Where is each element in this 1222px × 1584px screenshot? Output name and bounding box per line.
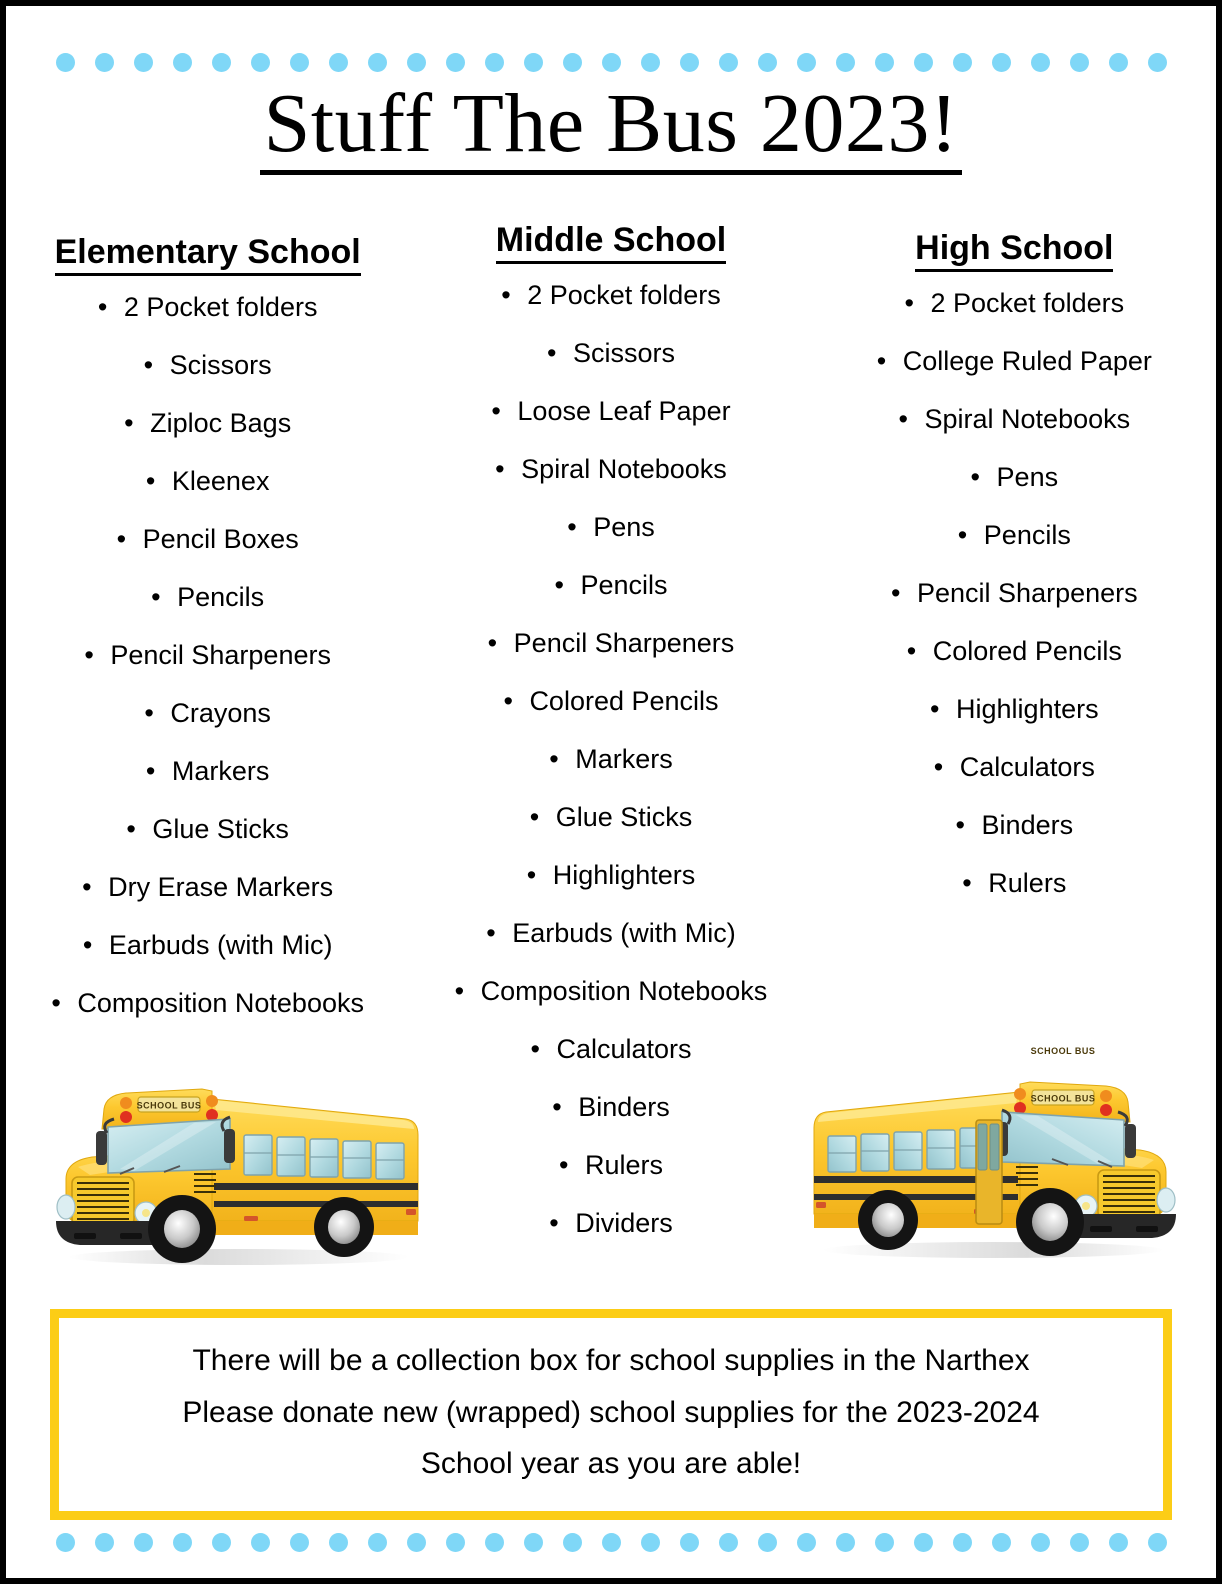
decorative-dot	[485, 1533, 504, 1552]
decorative-dot	[368, 1533, 387, 1552]
bullet-icon: •	[962, 868, 972, 899]
notice-line-2: Please donate new (wrapped) school supplies for the 2023-2024	[182, 1395, 1040, 1429]
bullet-icon: •	[126, 814, 136, 845]
decorative-dot	[719, 1533, 738, 1552]
supply-list-item	[6, 990, 409, 1017]
supply-item-label: 2 Pocket folders	[123, 292, 318, 323]
supply-item-label: 2 Pocket folders	[930, 288, 1125, 319]
bullet-icon: •	[554, 570, 564, 601]
supply-list-item	[6, 700, 409, 727]
supply-list-item	[409, 572, 812, 599]
decorative-dot	[251, 53, 270, 72]
supply-item-label: 2 Pocket folders	[527, 280, 721, 311]
supply-list-item	[813, 522, 1216, 549]
supply-list-item	[409, 1210, 812, 1237]
school-bus-illustration-right	[798, 1046, 1198, 1264]
supply-item-label: Earbuds (with Mic)	[108, 930, 333, 961]
decorative-dot	[368, 53, 387, 72]
supply-list-item	[409, 1152, 812, 1179]
decorative-dot	[1109, 1533, 1128, 1552]
column-middle-school	[409, 216, 812, 1268]
supply-list-item	[6, 526, 409, 553]
heading-elementary-school: Elementary School	[55, 234, 361, 276]
supply-item-label: Crayons	[170, 698, 271, 729]
supply-item-label: Scissors	[572, 338, 675, 369]
supply-item-label: Highlighters	[956, 694, 1099, 725]
decorative-dot	[914, 53, 933, 72]
supply-item-label: Pencil Boxes	[142, 524, 299, 555]
supply-list-item	[409, 920, 812, 947]
column-elementary-school	[6, 216, 409, 1048]
supply-item-label: Pencils	[177, 582, 265, 613]
bullet-icon: •	[876, 346, 887, 377]
decorative-dot	[953, 1533, 972, 1552]
bullet-icon: •	[143, 350, 154, 381]
supply-list-item	[6, 932, 409, 959]
supply-item-label: Pencil Sharpeners	[917, 578, 1138, 609]
supply-item-label: Pens	[996, 462, 1059, 493]
bullet-icon: •	[957, 520, 968, 551]
page-title-container	[6, 77, 1216, 175]
supply-item-label: Highlighters	[552, 860, 696, 891]
bullet-icon: •	[955, 810, 965, 841]
school-bus-illustration-left	[34, 1061, 434, 1271]
bullet-icon: •	[145, 466, 156, 497]
decorative-dot	[992, 53, 1011, 72]
notice-line-1: There will be a collection box for school supplies in the Narthex	[192, 1344, 1030, 1377]
bullet-icon: •	[558, 1150, 569, 1181]
bullet-icon: •	[526, 860, 537, 891]
bullet-icon: •	[116, 524, 127, 555]
column-heading-container	[6, 234, 409, 276]
decorative-dot	[56, 53, 75, 72]
bullet-icon: •	[503, 686, 513, 717]
supply-list-item	[6, 352, 409, 379]
supply-list-item	[6, 294, 409, 321]
supply-list-item	[6, 584, 409, 611]
supply-list-item	[409, 862, 812, 889]
decorative-dot	[680, 1533, 699, 1552]
decorative-dot	[875, 53, 894, 72]
heading-middle-school: Middle School	[496, 222, 726, 264]
supply-item-label: College Ruled Paper	[902, 346, 1152, 377]
decorative-dot	[641, 1533, 660, 1552]
decorative-dot	[1031, 1533, 1050, 1552]
supply-item-label: Ziploc Bags	[150, 408, 292, 439]
bullet-icon: •	[486, 918, 496, 949]
bullet-icon: •	[97, 292, 108, 323]
supply-item-label: Scissors	[169, 350, 272, 381]
decorative-dot	[290, 1533, 309, 1552]
supply-item-label: Pencil Sharpeners	[513, 628, 735, 659]
decorative-dot	[212, 53, 231, 72]
supply-item-label: Rulers	[584, 1150, 663, 1181]
bullet-icon: •	[145, 756, 156, 787]
supply-item-label: Calculators	[556, 1034, 692, 1065]
decorative-dot	[251, 1533, 270, 1552]
bullet-icon: •	[144, 698, 154, 729]
supply-item-label: Spiral Notebooks	[521, 454, 727, 485]
supply-list-item	[813, 290, 1216, 317]
decorative-dot	[485, 53, 504, 72]
column-high-school	[813, 216, 1216, 928]
supply-list-item	[6, 816, 409, 843]
decorative-dot	[875, 1533, 894, 1552]
bullet-icon: •	[891, 578, 901, 609]
decorative-dot	[680, 53, 699, 72]
supply-item-label: Glue Sticks	[152, 814, 289, 845]
supply-list-item	[409, 398, 812, 425]
supply-list-item	[409, 514, 812, 541]
supply-list-item	[813, 348, 1216, 375]
decorative-dot	[446, 53, 465, 72]
supply-list-item	[6, 758, 409, 785]
decorative-dot	[1031, 53, 1050, 72]
bullet-icon: •	[487, 628, 498, 659]
svg-text:SCHOOL BUS: SCHOOL BUS	[1030, 1093, 1096, 1104]
decorative-dot	[134, 53, 153, 72]
supply-list-item	[813, 696, 1216, 723]
bullet-icon: •	[501, 280, 511, 311]
bullet-icon: •	[546, 338, 557, 369]
supply-item-label: Dividers	[575, 1208, 673, 1239]
supply-list-item	[409, 688, 812, 715]
bullet-icon: •	[549, 1208, 559, 1239]
decorative-dot	[524, 1533, 543, 1552]
svg-text:SCHOOL BUS: SCHOOL BUS	[136, 1100, 202, 1111]
bullet-icon: •	[82, 872, 92, 903]
bullet-icon: •	[552, 1092, 562, 1123]
supply-list-item	[409, 978, 812, 1005]
decorative-dot	[836, 1533, 855, 1552]
notice-line-3: School year as you are able!	[420, 1447, 802, 1481]
decorative-dot	[797, 1533, 816, 1552]
supply-list-item	[813, 638, 1216, 665]
bullet-icon: •	[549, 744, 559, 775]
supply-list-item	[409, 1036, 812, 1063]
decorative-dot	[1109, 53, 1128, 72]
bullet-icon: •	[906, 636, 917, 667]
decorative-dot	[719, 53, 738, 72]
bullet-icon: •	[84, 640, 94, 671]
supply-item-label: Rulers	[988, 868, 1067, 899]
page-title: Stuff The Bus 2023!	[260, 80, 963, 175]
supply-list-middle	[409, 282, 812, 1237]
flyer-content	[6, 6, 1216, 1578]
decorative-dot	[329, 53, 348, 72]
decorative-dot	[329, 1533, 348, 1552]
heading-high-school: High School	[915, 230, 1113, 272]
decorative-dot	[56, 1533, 75, 1552]
bullet-icon: •	[529, 802, 540, 833]
supply-list-item	[409, 340, 812, 367]
supply-list-item	[813, 870, 1216, 897]
supply-item-label: Spiral Notebooks	[924, 404, 1131, 435]
decorative-dot	[758, 1533, 777, 1552]
supply-item-label: Markers	[575, 744, 673, 775]
donation-notice-box	[50, 1309, 1172, 1520]
decorative-dot	[95, 1533, 114, 1552]
supply-item-label: Colored Pencils	[529, 686, 719, 717]
supply-list-item	[813, 406, 1216, 433]
bullet-icon: •	[82, 930, 93, 961]
decorative-dot	[602, 1533, 621, 1552]
supply-item-label: Pens	[593, 512, 655, 543]
decorative-dot	[836, 53, 855, 72]
supply-list-item	[409, 456, 812, 483]
supply-list-item	[813, 464, 1216, 491]
decorative-dot	[290, 53, 309, 72]
bullet-icon: •	[151, 582, 161, 613]
decorative-dot	[524, 53, 543, 72]
supply-list-item	[409, 804, 812, 831]
supply-list-item	[813, 754, 1216, 781]
supply-list-item	[409, 282, 812, 309]
supply-item-label: Calculators	[959, 752, 1095, 783]
bullet-icon: •	[51, 988, 61, 1019]
supply-item-label: Loose Leaf Paper	[517, 396, 731, 427]
decorative-dot	[797, 53, 816, 72]
bullet-icon: •	[904, 288, 914, 319]
decorative-dot	[914, 1533, 933, 1552]
decorative-dot	[1148, 1533, 1167, 1552]
supply-item-label: Markers	[171, 756, 270, 787]
decorative-dot	[602, 53, 621, 72]
supply-item-label: Binders	[981, 810, 1074, 841]
decorative-dot	[446, 1533, 465, 1552]
supply-item-label: Composition Notebooks	[77, 988, 364, 1019]
supply-list-item	[6, 874, 409, 901]
decorative-dot	[953, 53, 972, 72]
supply-list-item	[813, 580, 1216, 607]
column-heading-container	[409, 222, 812, 264]
supply-item-label: Earbuds (with Mic)	[512, 918, 736, 949]
supply-list-item	[409, 746, 812, 773]
supply-item-label: Pencil Sharpeners	[110, 640, 331, 671]
decorative-dot	[1070, 53, 1089, 72]
decorative-dot	[758, 53, 777, 72]
decorative-dot	[1070, 1533, 1089, 1552]
decorative-dot	[563, 53, 582, 72]
supply-list-high	[813, 290, 1216, 897]
bullet-icon: •	[898, 404, 908, 435]
supply-item-label: Colored Pencils	[932, 636, 1122, 667]
decorative-dot	[992, 1533, 1011, 1552]
supply-item-label: Kleenex	[171, 466, 270, 497]
decorative-dot	[173, 1533, 192, 1552]
decorative-dot	[407, 53, 426, 72]
supply-list-item	[6, 468, 409, 495]
bullet-icon: •	[567, 512, 577, 543]
bullet-icon: •	[124, 408, 134, 439]
supply-list-item	[6, 642, 409, 669]
bullet-icon: •	[930, 694, 940, 725]
decorative-dot	[134, 1533, 153, 1552]
decorative-dot	[212, 1533, 231, 1552]
supply-item-label: Binders	[578, 1092, 670, 1123]
bullet-icon: •	[491, 396, 501, 427]
top-dot-border	[6, 50, 1216, 74]
decorative-dot	[407, 1533, 426, 1552]
supply-list-item	[409, 630, 812, 657]
column-heading-container	[813, 230, 1216, 272]
bullet-icon: •	[454, 976, 465, 1007]
bottom-dot-border	[6, 1530, 1216, 1554]
decorative-dot	[563, 1533, 582, 1552]
bullet-icon: •	[970, 462, 980, 493]
decorative-dot	[641, 53, 660, 72]
bullet-icon: •	[495, 454, 505, 485]
supply-item-label: Glue Sticks	[555, 802, 693, 833]
decorative-dot	[1148, 53, 1167, 72]
supply-item-label: Pencils	[580, 570, 668, 601]
bullet-icon: •	[530, 1034, 540, 1065]
decorative-dot	[95, 53, 114, 72]
supply-item-label: Composition Notebooks	[480, 976, 768, 1007]
supply-list-elementary	[6, 294, 409, 1017]
decorative-dot	[173, 53, 192, 72]
supply-list-item	[409, 1094, 812, 1121]
supply-list-item	[813, 812, 1216, 839]
bullet-icon: •	[933, 752, 944, 783]
supply-item-label: Pencils	[983, 520, 1071, 551]
supply-item-label: Dry Erase Markers	[108, 872, 334, 903]
supply-list-item	[6, 410, 409, 437]
svg-text:SCHOOL BUS: SCHOOL BUS	[1030, 1046, 1096, 1056]
